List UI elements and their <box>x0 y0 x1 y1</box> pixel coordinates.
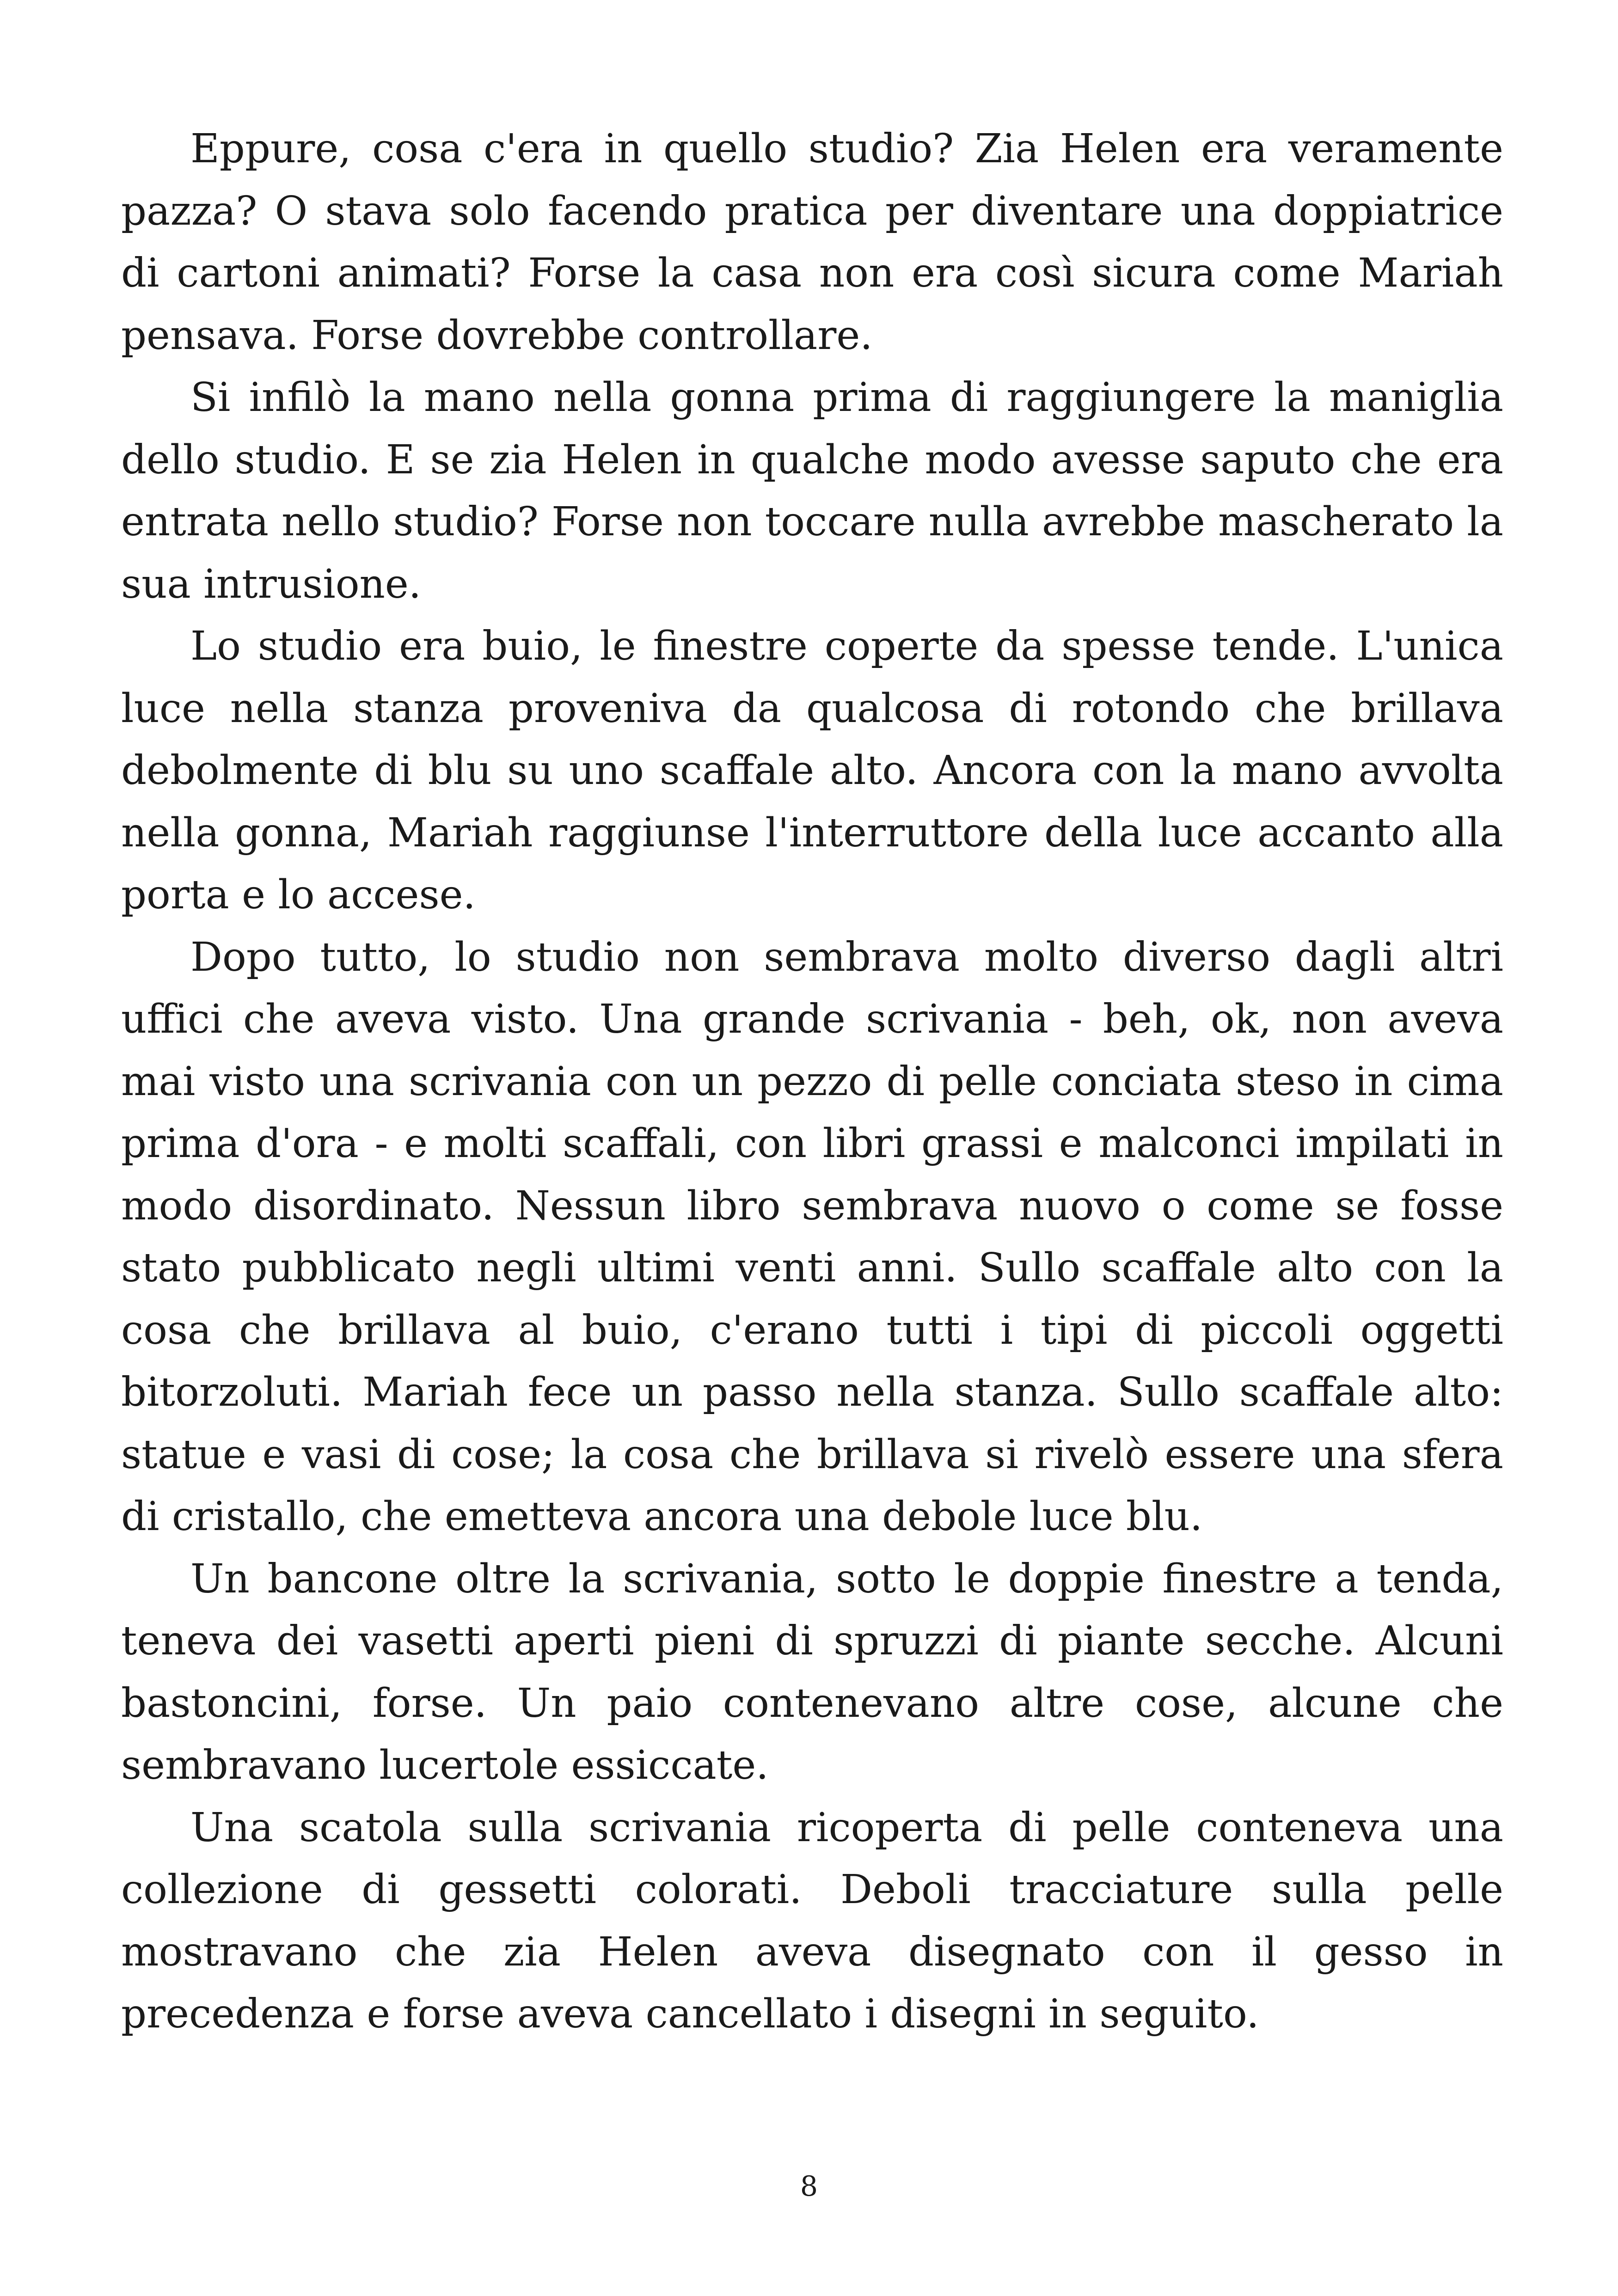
paragraph: Una scatola sulla scrivania ricoperta di pelle conteneva una collezione di gessetti colorati. Deboli tracciature sulla pelle mostravano che zia Helen aveva disegnato con il gesso in precedenza e forse aveva cancellato i disegni in seguito. <box>121 1804 1503 2037</box>
body-text <box>121 118 1503 2045</box>
page-number: 8 <box>800 2170 818 2203</box>
paragraph: Si infilò la mano nella gonna prima di raggiungere la maniglia dello studio. E se zia Helen in qualche modo avesse saputo che era entrata nello studio? Forse non toccare nulla avrebbe mascherato la sua intrusione. <box>121 374 1503 607</box>
paragraph: Lo studio era buio, le finestre coperte da spesse tende. L'unica luce nella stanza proveniva da qualcosa di rotondo che brillava debolmente di blu su uno scaffale alto. Ancora con la mano avvolta nella gonna, Mariah raggiunse l'interruttore della luce accanto alla porta e lo accese. <box>121 623 1503 918</box>
paragraph: Eppure, cosa c'era in quello studio? Zia Helen era veramente pazza? O stava solo facendo pratica per diventare una doppiatrice di cartoni animati? Forse la casa non era così sicura come Mariah pensava. Forse dovrebbe controllare. <box>121 126 1503 359</box>
paragraph: Un bancone oltre la scrivania, sotto le doppie finestre a tenda, teneva dei vasetti aperti pieni di spruzzi di piante secche. Alcuni bastoncini, forse. Un paio contenevano altre cose, alcune che sembravano lucertole essiccate. <box>121 1555 1503 1788</box>
paragraph: Dopo tutto, lo studio non sembrava molto diverso dagli altri uffici che aveva visto. Una grande scrivania - beh, ok, non aveva mai visto una scrivania con un pezzo di pelle conciata steso in cima prima d'ora - e molti scaffali, con libri grassi e malconci impilati in modo disordinato. Nessun libro sembrava nuovo o come se fosse stato pubblicato negli ultimi venti anni. Sullo scaffale alto con la cosa che brillava al buio, c'erano tutti i tipi di piccoli oggetti bitorzoluti. Mariah fece un passo nella stanza. Sullo scaffale alto: statue e vasi di cose; la cosa che brillava si rivelò essere una sfera di cristallo, che emetteva ancora una debole luce blu. <box>121 934 1503 1540</box>
